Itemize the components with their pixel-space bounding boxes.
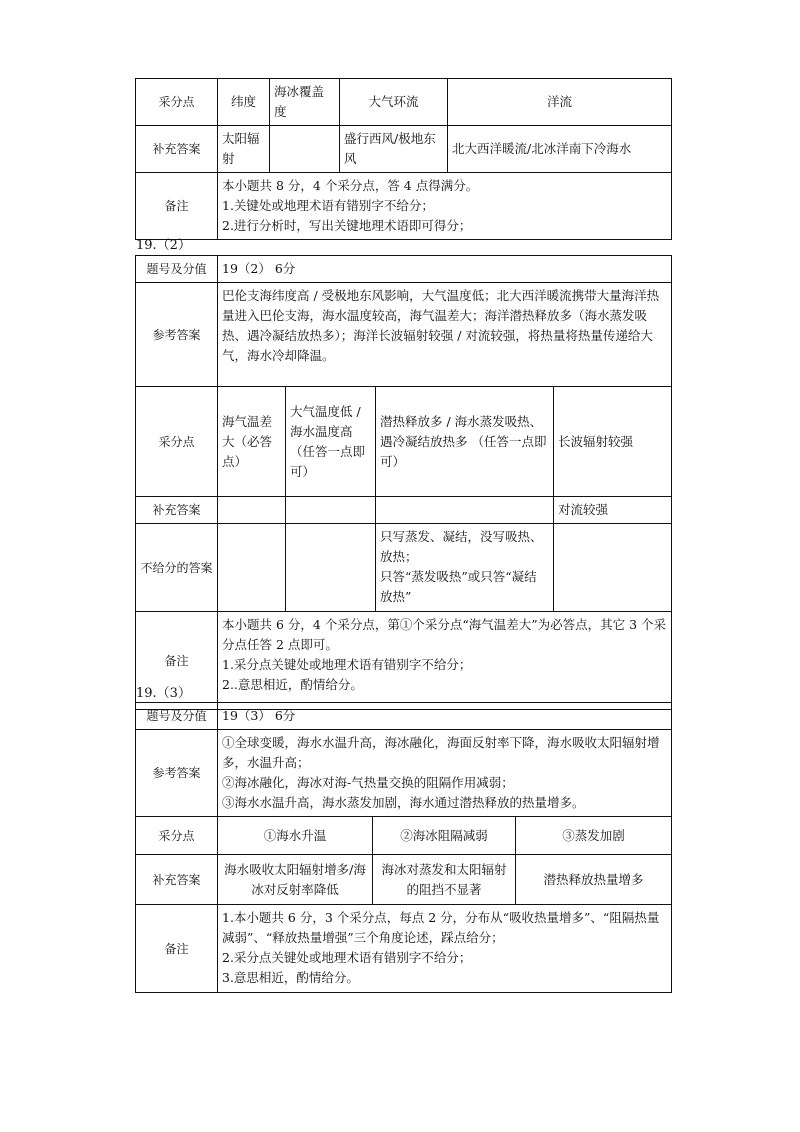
cell [554,524,672,612]
note-line: 2..意思相近，酌情给分。 [222,677,363,692]
cell [376,497,554,524]
cell [286,497,376,524]
note-line: 1.采分点关键处或地理术语有错别字不给分； [222,657,472,672]
table-q2 [135,255,672,710]
cell: 纬度 [218,79,270,126]
title-value: 19（2） 6分 [218,256,672,283]
cell: 对流较强 [554,497,672,524]
note-line: 2.进行分析时，写出关键地理术语即可得分； [222,218,472,233]
row-label: 题号及分值 [136,703,218,730]
cell: 北大西洋暖流/北冰洋南下冷海水 [448,126,672,173]
cell [218,524,286,612]
row-label: 参考答案 [136,730,218,817]
answer-line: ③海水水温升高，海水蒸发加剧，海水通过潜热释放的热量增多。 [222,795,585,810]
cell: 海冰对蒸发和太阳辐射的阻挡不显著 [373,855,516,905]
reference-answer [218,730,672,817]
table-row-reference [136,730,672,817]
cell: ②海冰阻隔减弱 [373,817,516,855]
cell: 盛行西风/极地东风 [340,126,448,173]
note-line: 1.本小题共 6 分，3 个采分点，每点 2 分，分布从“吸收热量增多”、“阻隔热量减弱”、“释放热量增强”三个角度论述，踩点给分； [222,910,660,945]
cell [270,126,340,173]
row-label: 备注 [136,173,218,240]
notes-cell [218,612,672,710]
cell [376,524,554,612]
answer-line: ①全球变暖，海水水温升高，海冰融化，海面反射率下降，海水吸收太阳辐射增多，水温升高； [222,735,660,770]
table-row-title [136,256,672,283]
cell: 潜热释放热量增多 [516,855,672,905]
notes-cell [218,905,672,993]
table-row-no-points [136,524,672,612]
cell-line: 只答“蒸发吸热”或只答“凝结放热” [380,569,537,604]
cell: 潜热释放多 / 海水蒸发吸热、遇冷凝结放热多 （任答一点即可） [376,387,554,497]
note-line: 3.意思相近，酌情给分。 [222,970,359,985]
cell: 海水吸收太阳辐射增多/海冰对反射率降低 [218,855,373,905]
row-label: 题号及分值 [136,256,218,283]
section-heading-q2: 19.（2） [136,238,191,253]
table-row-supplement [136,855,672,905]
cell-line: 只写蒸发、凝结，没写吸热、放热； [380,529,543,564]
cell: 太阳辐射 [218,126,270,173]
section-heading-q3: 19.（3） [136,686,191,701]
cell: 大气环流 [340,79,448,126]
row-label: 补充答案 [136,497,218,524]
table-row-scoring [136,817,672,855]
notes-cell [218,173,672,240]
table-row-scoring [136,387,672,497]
table-row-title [136,703,672,730]
table-q3 [135,702,672,993]
table-row-supplement [136,126,672,173]
cell: 长波辐射较强 [554,387,672,497]
row-label: 采分点 [136,817,218,855]
cell: ③蒸发加剧 [516,817,672,855]
cell: 海气温差大（必答点） [218,387,286,497]
reference-answer: 巴伦支海纬度高 / 受极地东风影响，大气温度低；北大西洋暖流携带大量海洋热量进入巴伦支海，海水温度较高，海气温差大；海洋潜热释放多（海水蒸发吸热、遇冷凝结放热多）；海洋长波辐射较强 / 对流较强，将热量将热量传递给大气，海水冷却降温。 [218,283,672,387]
table-row-notes [136,612,672,710]
table-q1-continuation [135,78,672,240]
cell: 洋流 [448,79,672,126]
table-row-scoring [136,79,672,126]
row-label: 采分点 [136,79,218,126]
table-row-notes [136,173,672,240]
answer-line: ②海冰融化，海冰对海-气热量交换的阻隔作用减弱； [222,775,514,790]
row-label: 参考答案 [136,283,218,387]
cell: 大气温度低 / 海水温度高 （任答一点即可） [286,387,376,497]
table-row-reference [136,283,672,387]
cell [218,497,286,524]
row-label: 备注 [136,612,218,710]
note-line: 2.采分点关键处或地理术语有错别字不给分； [222,950,472,965]
table-row-notes [136,905,672,993]
cell: 海冰覆盖度 [270,79,340,126]
cell [286,524,376,612]
note-line: 本小题共 6 分，4 个采分点，第①个采分点“海气温差大”为必答点，其它 3 个采分点任答 2 点即可。 [222,617,667,652]
row-label: 采分点 [136,387,218,497]
title-value: 19（3） 6分 [218,703,672,730]
row-label: 不给分的答案 [136,524,218,612]
row-label: 备注 [136,905,218,993]
cell: ①海水升温 [218,817,373,855]
note-line: 1.关键处或地理术语有错别字不给分； [222,198,434,213]
note-line: 本小题共 8 分，4 个采分点，答 4 点得满分。 [222,178,479,193]
row-label: 补充答案 [136,855,218,905]
row-label: 补充答案 [136,126,218,173]
table-row-supplement [136,497,672,524]
